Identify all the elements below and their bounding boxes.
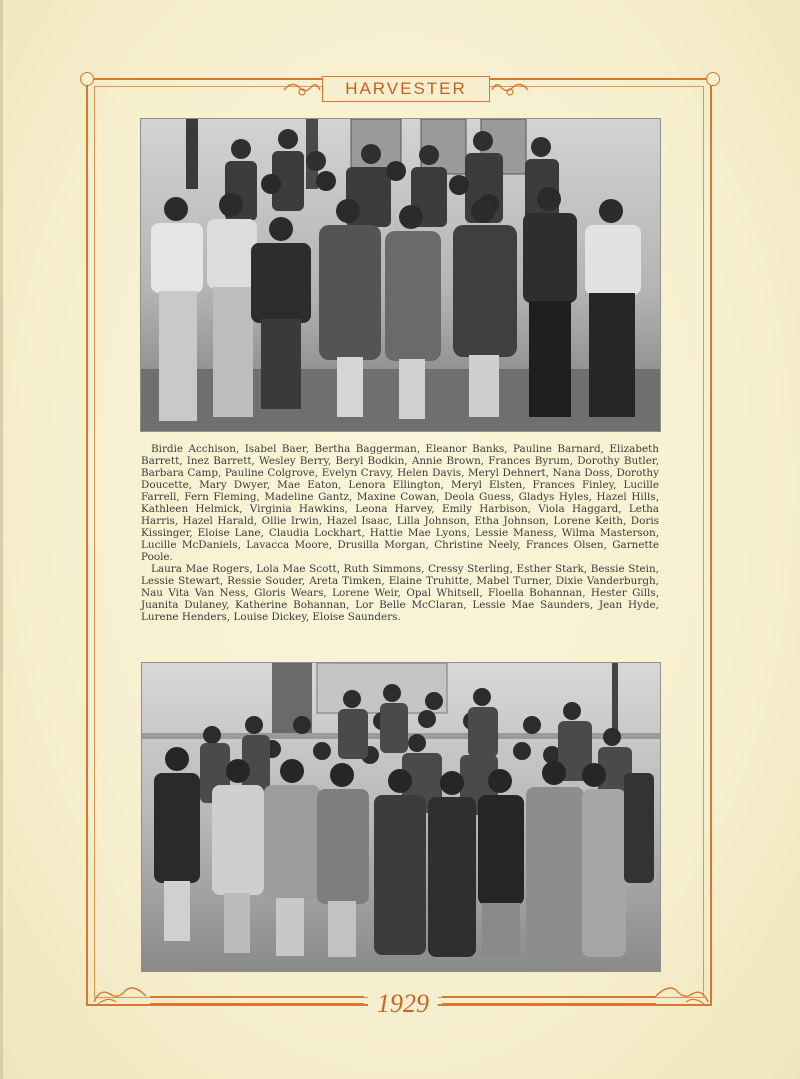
class-photo-top-image [141, 119, 660, 431]
corner-ornament-top-left [80, 72, 94, 86]
footer-rule-left [150, 996, 364, 1004]
footer-ornament-right-icon [652, 982, 712, 1008]
footer-year-box [368, 986, 438, 1022]
footer-year: 1929 [377, 989, 429, 1018]
footer-ornament-left-icon [90, 982, 150, 1008]
footer-rule-right [442, 996, 656, 1004]
scroll-ornament-left-icon [282, 78, 322, 102]
class-photo-bottom [141, 662, 661, 972]
scroll-ornament-right-icon [490, 78, 530, 102]
header-title-box [322, 76, 490, 102]
corner-ornament-top-right [706, 72, 720, 86]
class-photo-top [140, 118, 661, 432]
caption-paragraph-1: Birdie Acchison, Isabel Baer, Bertha Baggerman, Eleanor Banks, Pauline Barnard, Elizabeth Barrett, Inez Barrett, Wesley Berry, Beryl Bodkin, Annie Brown, Frances Byrum, Dorothy Butler, Barbara Camp, Pauline Colgrove, Evelyn Cravy, Helen Davis, Meryl Dehnert, Nana Doss, Dorothy Doucette, Mary Dwyer, Mae Eaton, Lenora Ellington, Meryl Elsten, Frances Finley, Lucille Farrell, Fern Fleming, Madeline Gantz, Maxine Cowan, Deola Guess, Gladys Hyles, Hazel Hills, Kathleen Helmick, Virginia Hawkins, Leona Harvey, Emily Harbison, Viola Haggard, Letha Harris, Hazel Harald, Ollie Irwin, Hazel Isaac, Lilla Johnson, Etha Johnson, Lorene Keith, Doris Kissinger, Eloise Lane, Claudia Lockhart, Hattie Mae Lyons, Lessie Maness, Wilma Masterson, Lucille McDaniels, Lavacca Moore, Drusilla Morgan, Christine Neely, Frances Olsen, Garnette Poole. [141, 443, 659, 563]
page-title: HARVESTER [345, 79, 467, 98]
page-binding-edge [0, 0, 3, 1079]
class-photo-bottom-image [142, 663, 660, 971]
student-names-caption [141, 443, 659, 623]
caption-paragraph-2: Laura Mae Rogers, Lola Mae Scott, Ruth Simmons, Cressy Sterling, Esther Stark, Bessie Stein, Lessie Stewart, Ressie Souder, Areta Timken, Elaine Truhitte, Mabel Turner, Dixie Vanderburgh, Nau Vita Van Ness, Gloris Wears, Lorene Weir, Opal Whitsell, Floella Bohannan, Hester Gills, Juanita Dulaney, Katherine Bohannan, Lor Belle McClaran, Lessie Mae Saunders, Jean Hyde, Lurene Henders, Louise Dickey, Eloise Saunders. [141, 563, 659, 623]
